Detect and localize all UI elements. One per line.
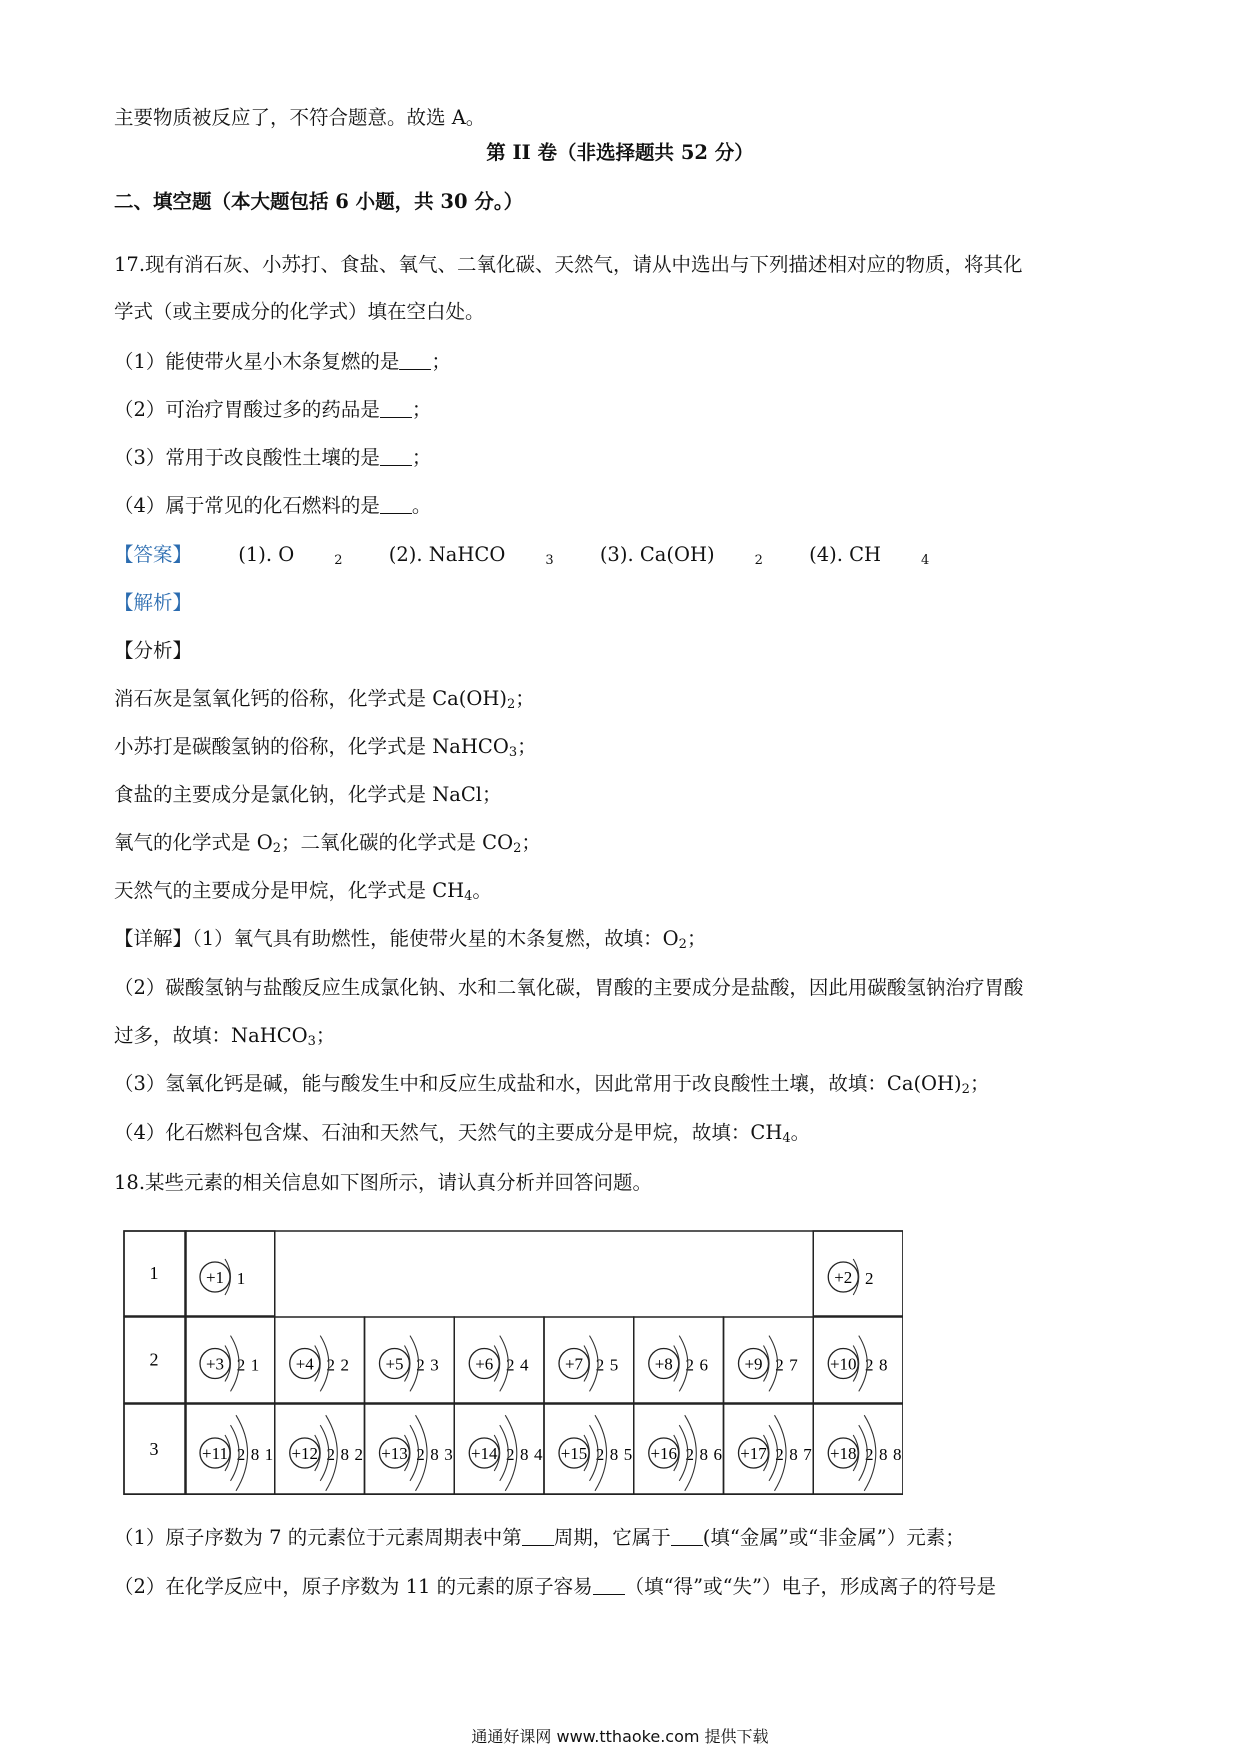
detail-line-1: 【详解】（1）氧气具有助燃性，能使带火星的木条复燃，故填：$O_2$； [114, 927, 707, 952]
nuclear-charge: +13 [381, 1444, 408, 1463]
shell-electron-count: 2 [595, 1355, 605, 1375]
shell-electron-count: 8 [699, 1445, 708, 1464]
shell-electron-count: 2 [416, 1355, 425, 1375]
shell-electron-count: 2 [506, 1445, 515, 1464]
shell-electron-count: 2 [685, 1355, 694, 1375]
answer-blank [380, 399, 412, 418]
shell-electron-count: 1 [236, 1269, 246, 1288]
shell-electron-count: 8 [879, 1445, 888, 1464]
answer-blank [593, 1576, 625, 1595]
nuclear-charge: +3 [205, 1354, 225, 1374]
shell-electron-count: 5 [609, 1355, 619, 1375]
nuclear-charge: +17 [740, 1444, 767, 1463]
nuclear-charge: +11 [202, 1444, 228, 1463]
shell-electron-count: 5 [623, 1445, 633, 1464]
shell-electron-count: 1 [250, 1355, 260, 1375]
analysis-line-5: 天然气的主要成分是甲烷，化学式是 $CH_4$。 [114, 879, 492, 904]
shell-electron-count: 7 [789, 1355, 798, 1375]
top-line: 主要物质被反应了，不符合题意。故选 A。 [114, 106, 486, 129]
nuclear-charge: +8 [654, 1354, 673, 1374]
shell-electron-count: 7 [803, 1445, 812, 1464]
shell-electron-count: 2 [326, 1355, 335, 1375]
answer-blank [671, 1527, 703, 1546]
answer-blank [380, 447, 412, 466]
nuclear-charge: +5 [385, 1354, 404, 1374]
answer-blank [399, 351, 431, 370]
detail-line-2b: 过多，故填：NaHCO$_3$； [114, 1024, 336, 1049]
shell-electron-count: 8 [893, 1445, 902, 1464]
shell-electron-count: 3 [444, 1445, 453, 1464]
shell-electron-count: 2 [775, 1355, 784, 1375]
q17-sub-2: （2）可治疗胃酸过多的药品是 ； [114, 398, 432, 421]
shell-electron-count: 2 [506, 1355, 515, 1375]
shell-electron-count: 6 [699, 1355, 708, 1375]
shell-electron-count: 2 [340, 1355, 349, 1375]
shell-electron-count: 2 [236, 1355, 246, 1375]
nuclear-charge: +6 [475, 1354, 494, 1374]
shell-electron-count: 2 [595, 1445, 605, 1464]
nuclear-charge: +16 [650, 1444, 678, 1463]
analysis-line-4: 氧气的化学式是 $O_2$；二氧化碳的化学式是 $CO_2$； [114, 831, 541, 856]
shell-electron-count: 8 [340, 1445, 349, 1464]
nuclear-charge: +9 [744, 1354, 763, 1374]
nuclear-charge: +7 [564, 1354, 584, 1374]
shell-electron-count: 2 [354, 1445, 363, 1464]
shell-electron-count: 2 [416, 1445, 425, 1464]
answer-2: (2). NaHCO $_3$ [388, 543, 554, 568]
nuclear-charge: +4 [295, 1354, 314, 1374]
shell-electron-count: 8 [250, 1445, 260, 1464]
shell-electron-count: 3 [430, 1355, 439, 1375]
period-label: 2 [149, 1349, 159, 1370]
fenxi-tag: 【分析】 [114, 639, 193, 662]
q17-sub-1: （1）能使带火星小木条复燃的是 ； [114, 350, 451, 373]
q17-stem-1: 17.现有消石灰、小苏打、食盐、氧气、二氧化碳、天然气，请从中选出与下列描述相对应的物质，将其化 [114, 253, 1023, 276]
nuclear-charge: +12 [291, 1444, 319, 1463]
detail-line-4: （4）化石燃料包含煤、石油和天然气，天然气的主要成分是甲烷，故填：$CH_4$。 [114, 1121, 811, 1146]
answer-3: (3). Ca(OH) $_2$ [599, 543, 763, 568]
shell-electron-count: 8 [879, 1355, 888, 1375]
q17-stem-2: 学式（或主要成分的化学式）填在空白处。 [114, 300, 485, 323]
period-label: 1 [149, 1263, 159, 1283]
answer-blank [522, 1527, 554, 1546]
q17-sub-3: （3）常用于改良酸性土壤的是 ； [114, 446, 432, 469]
shell-electron-count: 2 [685, 1445, 694, 1464]
analysis-line-2: 小苏打是碳酸氢钠的俗称，化学式是 NaHCO$_3$； [114, 735, 537, 760]
footer: 通通好课网 www.tthaoke.com 提供下载 [471, 1727, 769, 1746]
nuclear-charge: +10 [829, 1354, 857, 1374]
q17-answer-line [114, 540, 969, 570]
shell-electron-count: 2 [236, 1445, 246, 1464]
shell-electron-count: 2 [865, 1355, 874, 1375]
detail-line-2a: （2）碳酸氢钠与盐酸反应生成氯化钠、水和二氧化碳，胃酸的主要成分是盐酸，因此用碳酸氢钠治疗胃酸 [114, 976, 1024, 999]
answer-tag: 【答案】 [114, 543, 193, 566]
shell-electron-count: 8 [609, 1445, 619, 1464]
jiexi-tag: 【解析】 [114, 591, 193, 614]
q17-sub-4: （4）属于常见的化石燃料的是 。 [114, 494, 432, 517]
q18-sub-1: （1）原子序数为 7 的元素位于元素周期表中第 周期，它属于 (填“金属”或“非金属”）元素； [114, 1526, 965, 1549]
shell-electron-count: 2 [865, 1445, 874, 1464]
answer-blank [380, 495, 412, 514]
shell-electron-count: 8 [430, 1445, 439, 1464]
nuclear-charge: +14 [470, 1444, 498, 1463]
part-title: 二、填空题（本大题包括 6 小题，共 30 分。） [114, 190, 524, 213]
answer-4: (4). CH $_4$ [809, 543, 930, 568]
nuclear-charge: +15 [560, 1444, 588, 1463]
shell-electron-count: 2 [775, 1445, 784, 1464]
shell-electron-count: 6 [713, 1445, 722, 1464]
nuclear-charge: +18 [829, 1444, 857, 1463]
period-label: 3 [149, 1439, 159, 1459]
shell-electron-count: 2 [865, 1269, 874, 1288]
shell-electron-count: 8 [789, 1445, 798, 1464]
periodic-table-diagram [123, 1230, 903, 1495]
detail-line-3: （3）氢氧化钙是碱，能与酸发生中和反应生成盐和水，因此常用于改良酸性土壤，故填：$Ca(OH)_2$； [114, 1072, 990, 1097]
shell-electron-count: 2 [326, 1445, 335, 1464]
section-title: 第 II 卷（非选择题共 52 分） [486, 141, 754, 164]
shell-electron-count: 1 [264, 1445, 274, 1464]
shell-electron-count: 8 [520, 1445, 529, 1464]
q18-stem: 18.某些元素的相关信息如下图所示，请认真分析并回答问题。 [114, 1171, 653, 1194]
analysis-line-3: 食盐的主要成分是氯化钠，化学式是 NaCl； [114, 783, 502, 806]
q18-sub-2: （2）在化学反应中，原子序数为 11 的元素的原子容易 （填“得”或“失”）电子，形成离子的符号是 [114, 1575, 997, 1598]
nuclear-charge: +2 [834, 1268, 853, 1287]
analysis-line-1: 消石灰是氢氧化钙的俗称，化学式是 $Ca(OH)_2$； [114, 687, 535, 712]
shell-electron-count: 4 [534, 1445, 543, 1464]
answer-1: (1). O $_2$ [238, 543, 343, 568]
shell-electron-count: 4 [520, 1355, 529, 1375]
nuclear-charge: +1 [205, 1268, 225, 1287]
